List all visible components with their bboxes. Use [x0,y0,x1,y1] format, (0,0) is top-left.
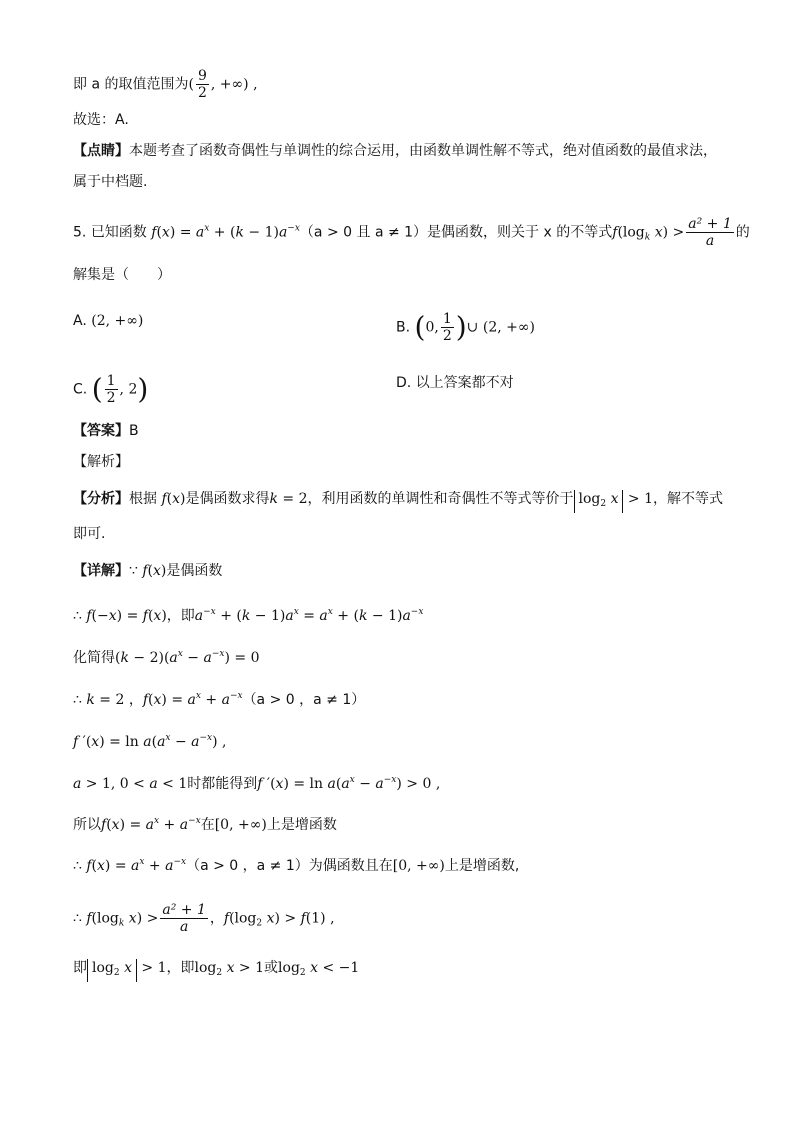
prev-comment-line2: 属于中档题. [73,174,148,190]
option-d[interactable]: D. 以上答案都不对 [396,375,514,391]
detail-step1: ∴ f(−x) = f(x)，即$a^{-x} + (k - 1)a^x = a^x + (k - 1)a^{-x}$ [73,607,424,624]
detail-step8: ∴ $f(\log_k$ x) > $\frac{\text{a² + 1}}{a}$ ，$f(\log_2$ x) > f(1) , [73,902,335,935]
answer-line [73,421,139,441]
analysis-tag: 【解析】 [73,454,129,470]
prev-range-tail: , +∞) , [210,76,258,93]
detail-step6: 所以$f(x) = a^x + a^{-x}$在[0, +∞)上是增函数 [73,816,337,833]
question-number: 5. [73,224,87,241]
prev-range-text: 即 a 的取值范围为 [73,76,189,93]
detail-step4: f $'(x) = \ln a(a^x - a^{-x})$ , [73,733,227,750]
step8-fraction: $\frac{\text{a² + 1}}{a}$ [162,902,206,935]
detail-step5: a > 1, 0 < a < 1时都能得到f $'(x) = \ln a(a^x - a^{-x}) > 0$ , [73,775,441,792]
comment-tag: 【点睛】 [73,143,129,159]
stem-fraction: $\frac{\text{a² + 1}}{a}$ [688,216,732,249]
question-stem-line1: 5. 已知函数 $f(x) = a^x + (k - 1)a^{-x}(a > 0$ 且 a ≠ 1）是偶函数，则关于 x 的不等式$f(\log_k$ x) > $\frac{\text{a² + 1}}{a}$ 的 [73,216,750,249]
prev-range-fraction: $\frac{9}{2}$ [197,68,207,101]
prev-comment-line1: 【点睛】本题考查了函数奇偶性与单调性的综合运用，由函数单调性解不等式，绝对值函数的最值求法， [73,143,717,159]
stem-function-def: f [151,224,157,241]
prev-range-line: 即 a 的取值范围为( $\frac{9}{2}$ , +∞) , [73,68,258,101]
detail-line0: 【详解】∵ f(x)是偶函数 [73,563,223,579]
option-c[interactable]: C. ( $\frac{1}{2}$ , 2) [73,372,149,406]
analysis-line2: 即可. [73,526,106,542]
option-b[interactable]: B. (0, $\frac{1}{2}$ )∪ (2, +∞) [396,310,535,344]
detail-step9: 即 $\log_2 x > 1$，即$\log_2 x > 1$或$\log_2 x < -1$ [73,958,359,983]
detail-step7: ∴ $f(x) = a^x + a^{-x}(a > 0$ ，a ≠ 1）为偶函数且在[0, +∞)上是增函数, [73,857,520,874]
detail-step3: ∴ k = 2 ，$f(x) = a^x + a^{-x}(a > 0$ ，a ≠ 1） [73,691,366,708]
question-stem-line2: 解集是（ ） [73,267,171,283]
option-a-value: (2, +∞) [91,313,144,329]
option-d-value: 以上答案都不对 [415,375,514,391]
option-a[interactable]: A. (2, +∞) [73,313,144,329]
answer-value: B [129,423,139,439]
answer-tag: 【答案】 [73,423,129,439]
prev-choice: 故选：A. [73,112,129,128]
detail-step2: 化简得$(k - 2)(a^x - a^{-x}) = 0$ [73,649,260,666]
analysis-line1: 【分析】根据 f(x)是偶函数求得k = 2，利用函数的单调性和奇偶性不等式等价于 $\log_2 x > 1$，解不等式 [73,489,723,513]
